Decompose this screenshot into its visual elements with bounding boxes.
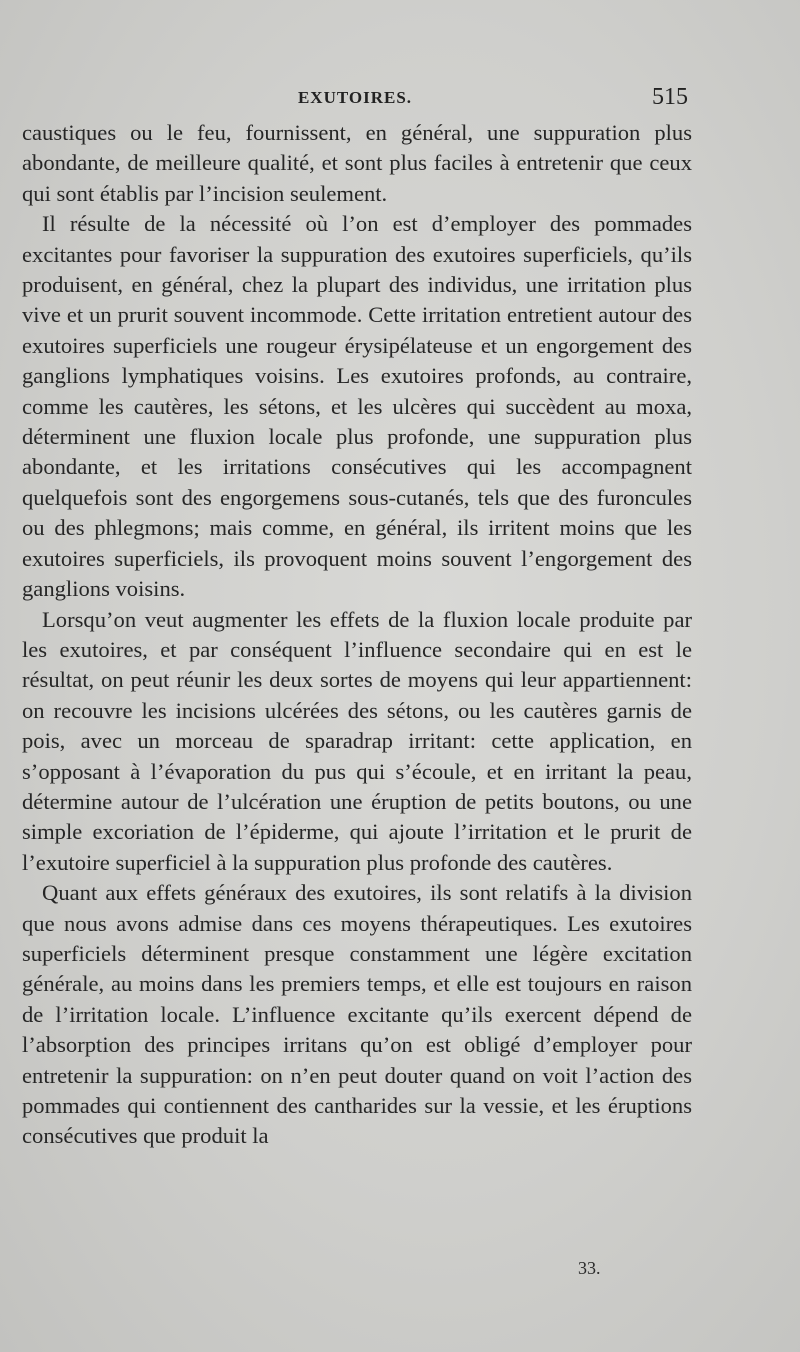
paragraph: Quant aux effets généraux des exutoires, ils sont relatifs à la division que nous avons admise dans ces moyens thérapeutiques. Les exutoires superficiels déterminent presque constamment une légère excitation générale, au moins dans les premiers temps, et elle est toujours en raison de l’irritation locale. L’influence excitante qu’ils exercent dépend de l’absorption des principes irritans qu’on est obligé d’employer pour entretenir la suppuration: on n’en peut douter quand on voit l’action des pommades qui contiennent des cantharides sur la vessie, et les éruptions consécutives que produit la xyxy=(22,880,692,1149)
page-header xyxy=(22,84,688,118)
paragraph: Il résulte de la nécessité où l’on est d’employer des pommades excitantes pour favoriser la suppuration des exutoires superficiels, qu’ils produisent, en général, chez la plupart des individus, une irritation plus vive et un prurit souvent incommode. Cette irritation entretient autour des exutoires superficiels une rougeur érysipélateuse et un engorgement des ganglions lymphatiques voisins. Les exutoires profonds, au contraire, comme les cautères, les sétons, et les ulcères qui succèdent au moxa, déterminent une fluxion locale plus profonde, une suppuration plus abondante, et les irritations consécutives qui les accompagnent quelquefois sont des engorgemens sous-cutanés, tels que des furoncules ou des phlegmons; mais comme, en général, ils irritent moins que les exutoires superficiels, ils provoquent moins souvent l’engorgement des ganglions voisins. xyxy=(22,211,692,602)
body-text xyxy=(22,118,692,1152)
running-head: EXUTOIRES. xyxy=(297,88,413,107)
page-number: 515 xyxy=(652,84,688,110)
paragraph: caustiques ou le feu, fournissent, en général, une suppuration plus abondante, de meilleure qualité, et sont plus faciles à entretenir que ceux qui sont établis par l’incision seulement. xyxy=(22,120,692,206)
signature-mark: 33. xyxy=(578,1258,601,1278)
paragraph: Lorsqu’on veut augmenter les effets de la fluxion locale produite par les exutoires, et par conséquent l’influence secondaire qui en est le résultat, on peut réunir les deux sortes de moyens qui leur appartiennent: on recouvre les incisions ulcérées des sétons, ou les cautères garnis de pois, avec un morceau de sparadrap irritant: cette application, en s’opposant à l’évaporation du pus qui s’écoule, et en irritant la peau, détermine autour de l’ulcération une éruption de petits boutons, ou une simple excoriation de l’épiderme, qui ajoute l’irritation et le prurit de l’exutoire superficiel à la suppuration plus profonde des cautères. xyxy=(22,606,692,875)
